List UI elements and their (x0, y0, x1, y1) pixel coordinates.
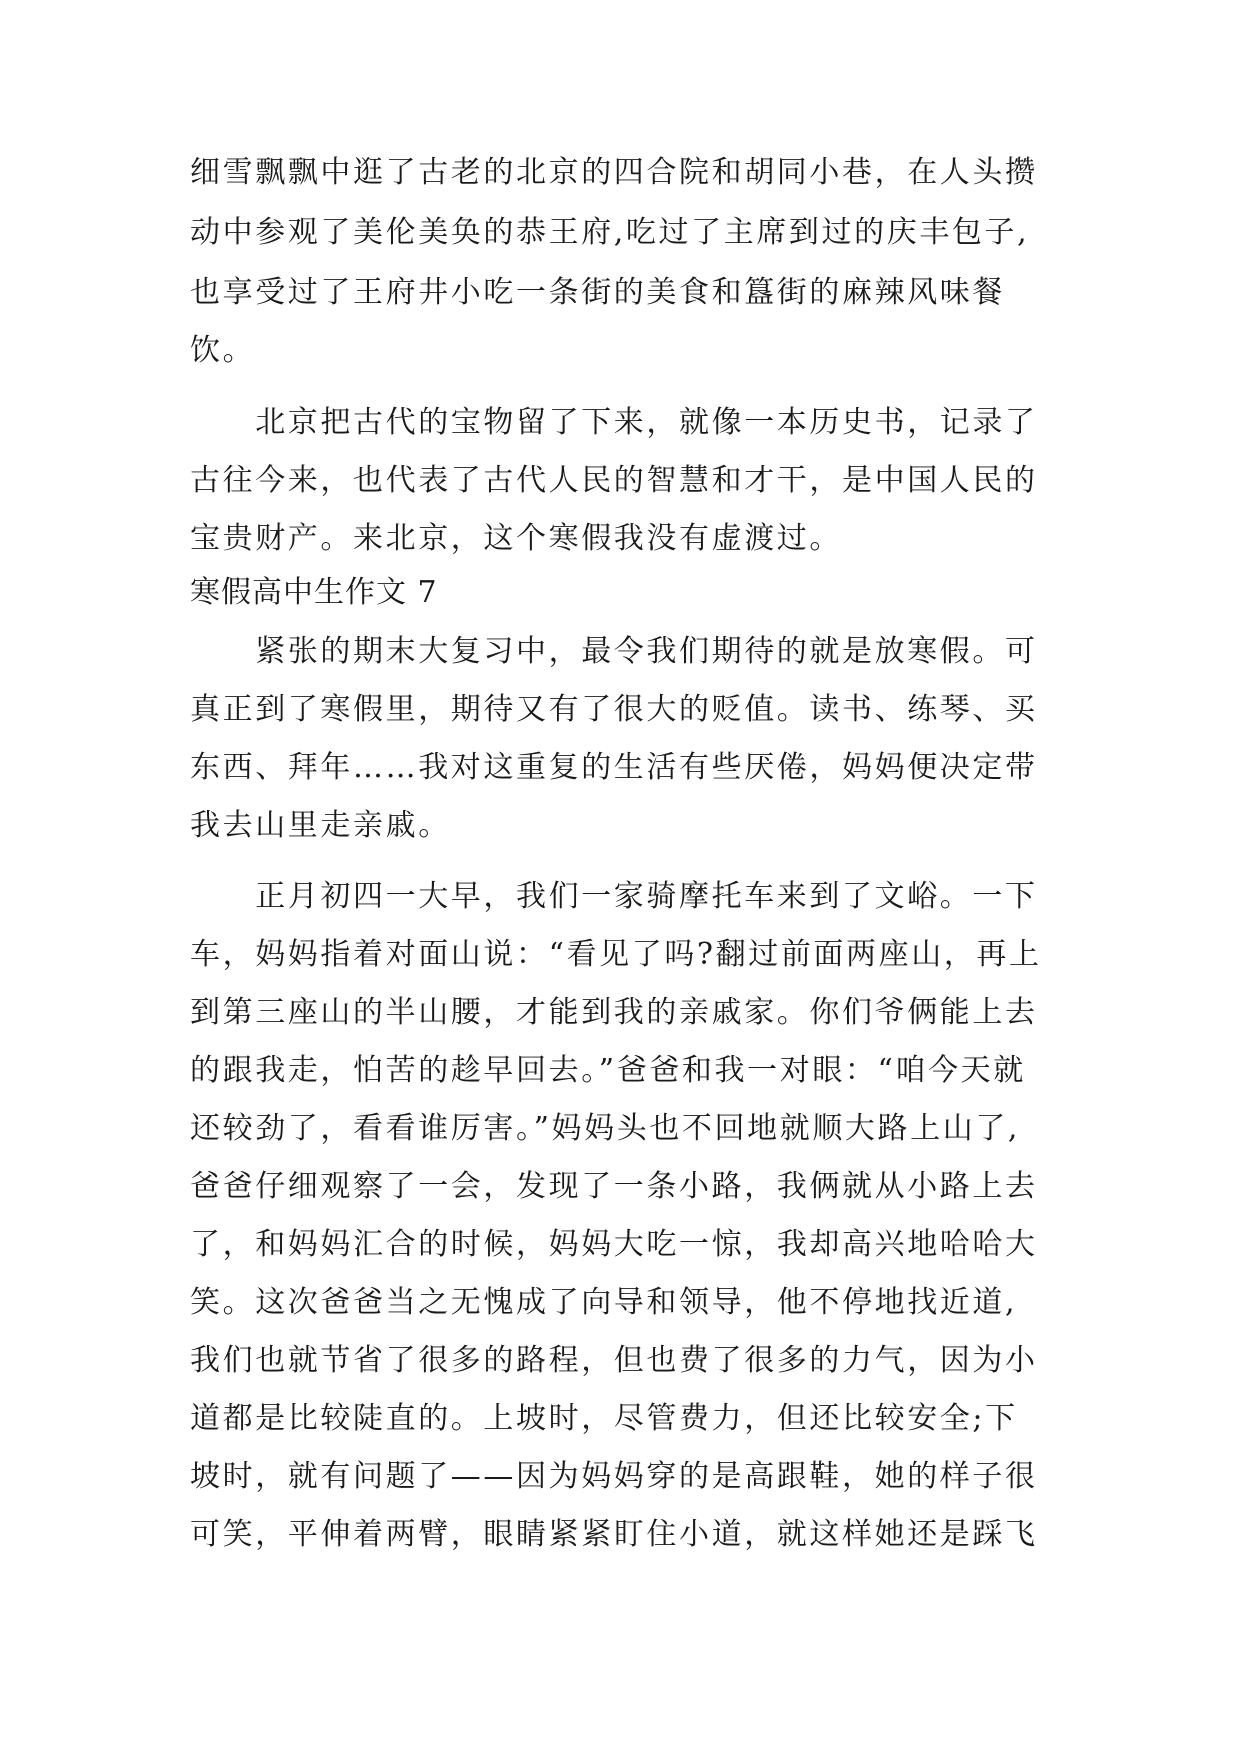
text-line: 动中参观了美伦美奂的恭王府,吃过了主席到过的庆丰包子, (190, 215, 1030, 250)
text-line: 笑。这次爸爸当之无愧成了向导和领导，他不停地找近道, (190, 1285, 1018, 1320)
text-line: 到第三座山的半山腰，才能到我的亲戚家。你们爷俩能上去 (190, 995, 1038, 1030)
text-line: 车，妈妈指着对面山说：“看见了吗?翻过前面两座山，再上 (190, 937, 1042, 972)
section-heading: 寒假高中生作文 7 (190, 575, 438, 610)
text-line: 饮。 (190, 333, 256, 368)
text-line: 的跟我走，怕苦的趁早回去。”爸爸和我一对眼：“咱今天就 (190, 1053, 1026, 1088)
text-line: 古往今来，也代表了古代人民的智慧和才干，是中国人民的 (190, 463, 1038, 498)
text-line: 了，和妈妈汇合的时候，妈妈大吃一惊，我却高兴地哈哈大 (190, 1227, 1038, 1262)
text-line: 还较劲了，看看谁厉害。”妈妈头也不回地就顺大路上山了, (190, 1111, 1021, 1146)
text-line: 北京把古代的宝物留了下来，就像一本历史书，记录了 (190, 405, 1038, 440)
text-line: 爸爸仔细观察了一会，发现了一条小路，我俩就从小路上去 (190, 1169, 1038, 1204)
text-line: 可笑，平伸着两臂，眼睛紧紧盯住小道，就这样她还是踩飞 (190, 1517, 1038, 1552)
text-line: 东西、拜年……我对这重复的生活有些厌倦，妈妈便决定带 (190, 750, 1038, 785)
text-line: 紧张的期末大复习中，最令我们期待的就是放寒假。可 (190, 634, 1038, 669)
text-line: 真正到了寒假里，期待又有了很大的贬值。读书、练琴、买 (190, 692, 1038, 727)
text-line: 细雪飘飘中逛了古老的北京的四合院和胡同小巷，在人头攒 (190, 155, 1038, 190)
text-line: 宝贵财产。来北京，这个寒假我没有虚渡过。 (190, 521, 842, 556)
text-line: 也享受过了王府井小吃一条街的美食和簋街的麻辣风味餐 (190, 275, 1005, 310)
text-line: 我去山里走亲戚。 (190, 808, 451, 843)
text-line: 我们也就节省了很多的路程，但也费了很多的力气，因为小 (190, 1343, 1038, 1378)
text-line: 正月初四一大早，我们一家骑摩托车来到了文峪。一下 (190, 879, 1038, 914)
text-line: 坡时，就有问题了——因为妈妈穿的是高跟鞋，她的样子很 (190, 1459, 1038, 1494)
text-line: 道都是比较陡直的。上坡时，尽管费力，但还比较安全;下 (190, 1401, 1018, 1436)
